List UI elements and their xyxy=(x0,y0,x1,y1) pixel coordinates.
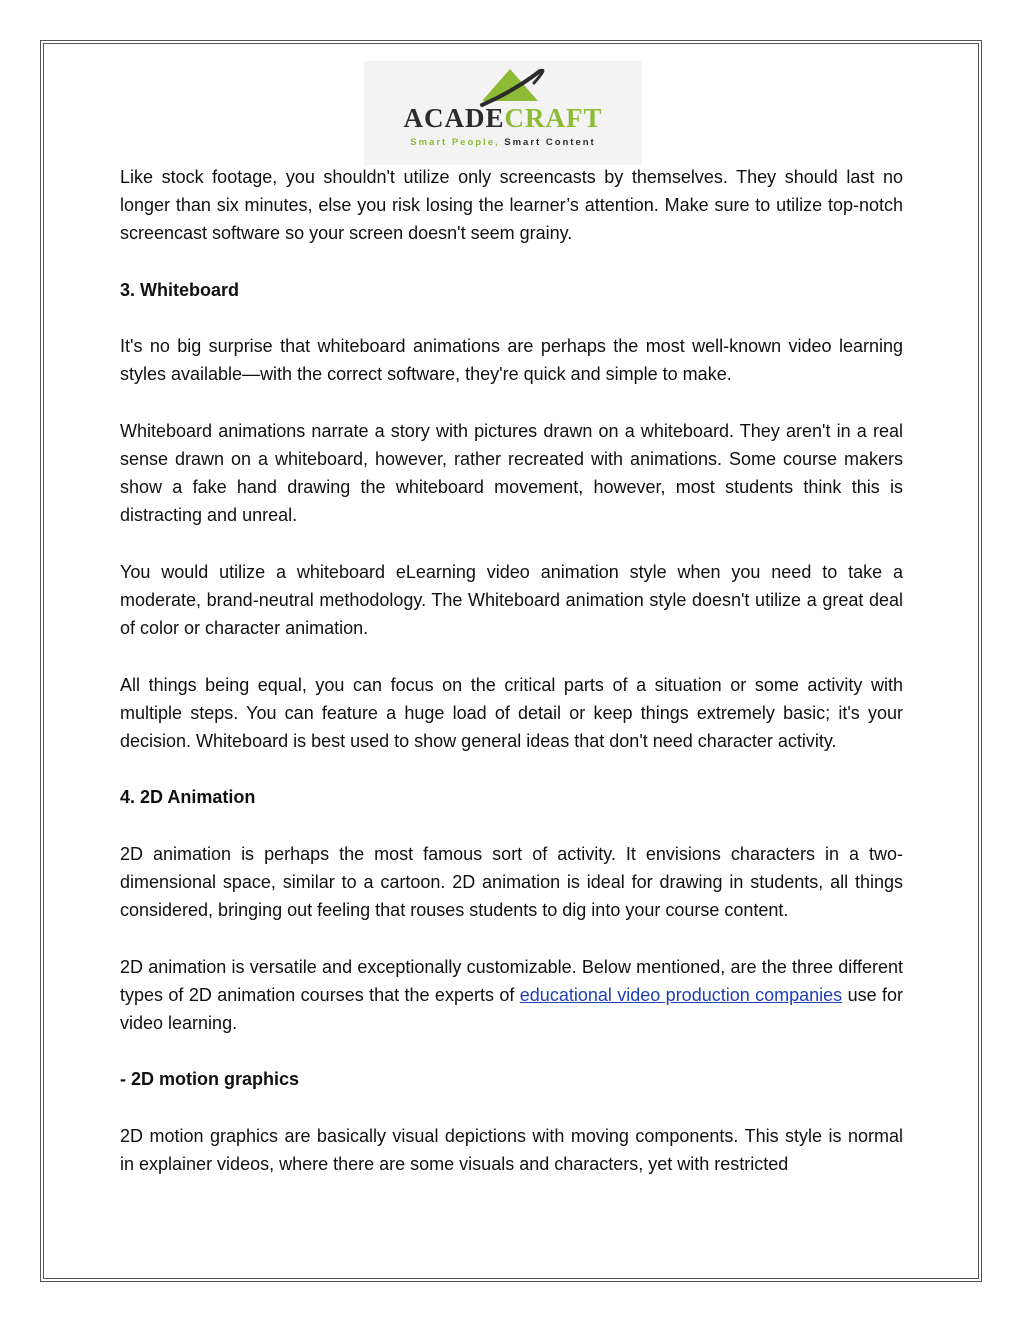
paragraph-whiteboard-usage: You would utilize a whiteboard eLearning video animation style when you need to take a moderate, brand-neutral methodology. The Whiteboard animation style doesn't utilize a great deal of color or character animation. xyxy=(120,561,903,639)
paragraph-whiteboard-focus: All things being equal, you can focus on the critical parts of a situation or some activity with multiple steps. You can feature a huge load of detail or keep things extremely basic; it's your decision. Whiteboard is best used to show general ideas that don't need character activity. xyxy=(120,674,903,751)
heading-2d-animation: 4. 2D Animation xyxy=(120,787,256,808)
paragraph-screencast: Like stock footage, you shouldn't utilize only screencasts by themselves. They should last no longer than six minutes, else you risk losing the learner’s attention. Make sure to utilize top-notch screencast software so your screen doesn't seem grainy. xyxy=(120,167,903,244)
logo-word-dark: ACADE xyxy=(403,103,505,133)
logo-word-green: CRAFT xyxy=(504,103,603,133)
heading-2d-motion-graphics: - 2D motion graphics xyxy=(120,1069,300,1090)
document-body xyxy=(120,163,903,1206)
paragraph-whiteboard-story: Whiteboard animations narrate a story with pictures drawn on a whiteboard. They aren't in a real sense drawn on a whiteboard, however, rather recreated with animations. Some course makers show a fake hand drawing the whiteboard movement, however, most students think this is distracting and unreal. xyxy=(120,420,903,526)
paragraph-2d-intro: 2D animation is perhaps the most famous sort of activity. It envisions characters in a two-dimensional space, similar to a cartoon. 2D animation is ideal for drawing in students, all things considered, bringing out feeling that rouses students to dig into your course content. xyxy=(120,843,903,921)
logo-tagline xyxy=(364,137,642,149)
logo-tagline-green: Smart People, xyxy=(410,137,500,148)
paragraph-motion-graphics: 2D motion graphics are basically visual depictions with moving components. This style is normal in explainer videos, where there are some visuals and characters, yet with restricted xyxy=(120,1125,903,1174)
paragraph-2d-types-end: use for video learning. xyxy=(120,984,904,1033)
logo-tagline-dark: Smart Content xyxy=(504,137,596,148)
acadecraft-logo xyxy=(364,61,642,165)
heading-whiteboard: 3. Whiteboard xyxy=(120,279,240,300)
paragraph-whiteboard-intro: It's no big surprise that whiteboard animations are perhaps the most well-known video learning styles available—with the correct software, they're quick and simple to make. xyxy=(120,336,903,385)
paragraph-2d-types-start: 2D animation is versatile and exceptionally customizable. Below mentioned, are the three different types of 2D animation courses that the experts of xyxy=(120,956,903,1005)
logo-wordmark xyxy=(364,102,642,134)
educational-video-link[interactable]: educational video production companies xyxy=(519,984,843,1005)
paragraph-2d-types xyxy=(120,953,903,1038)
